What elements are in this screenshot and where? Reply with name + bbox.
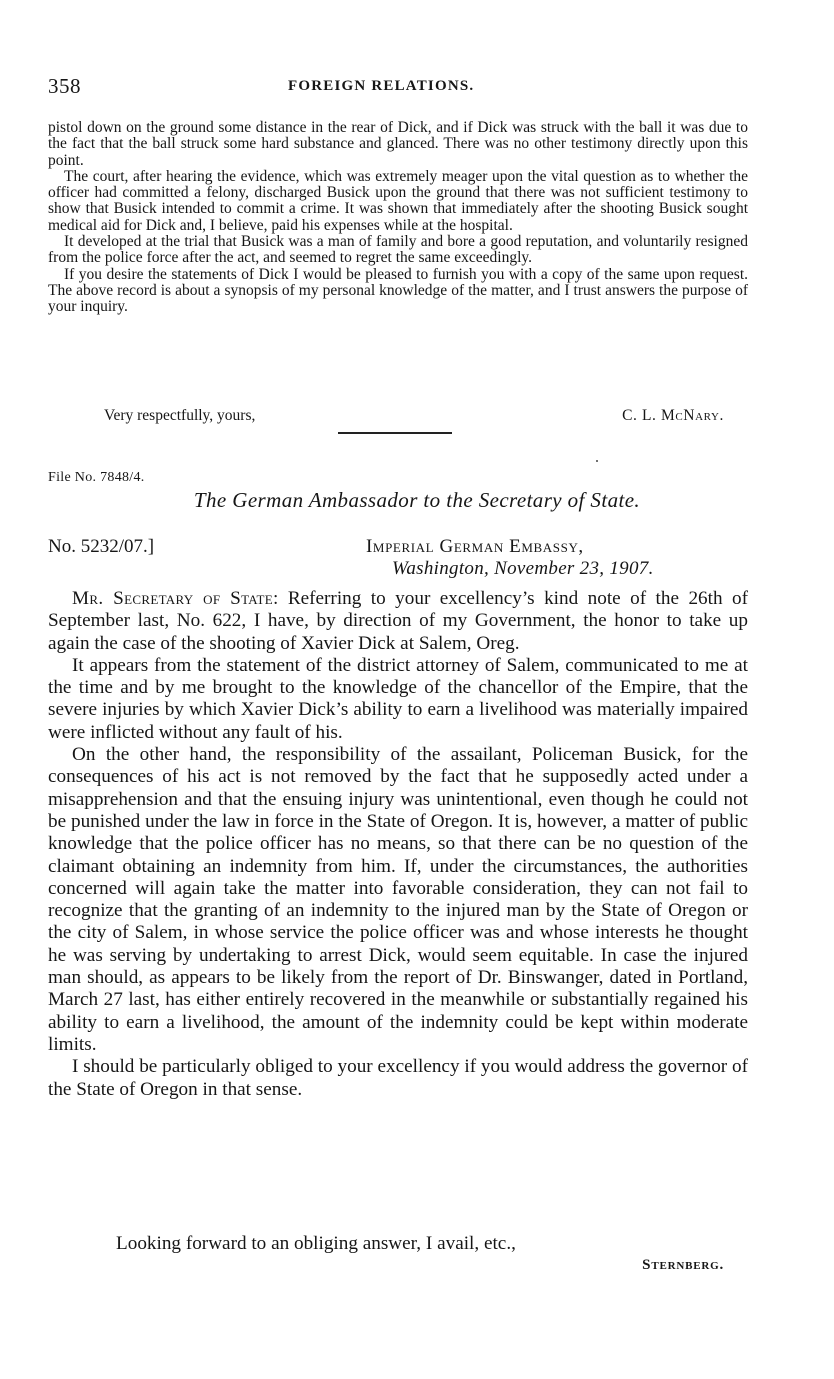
salutation: Mr. Secretary of State [72,588,274,609]
section-divider [338,432,452,434]
running-head: FOREIGN RELATIONS. [288,78,475,94]
body-paragraph: I should be particularly obliged to your excellency if you would address the governor of the State of Oregon in that sense. [48,1056,748,1100]
letter-body [48,588,748,1101]
opening-text: : Referring to your excellency’s kind note of the 26th of September last, No. 622, I have, by direction of my Government, the honor to take up again the case of the shooting of Xavier Dick at Salem, Oreg. [48,588,748,654]
body-paragraph: It appears from the statement of the district attorney of Salem, communicated to me at the time and by me brought to the knowledge of the chancellor of the Empire, that the severe injuries by which Xavier Dick’s ability to earn a livelihood was materially impaired were inflicted without any fault of his. [48,654,748,743]
signer-name: Sternberg. [642,1257,724,1273]
body-paragraph: On the other hand, the responsibility of the assailant, Policeman Busick, for the consequences of his act is not removed by the fact that he supposedly acted under a misapprehension and that the ensuing injury was unintentional, even though he could not be punished under the law in force in the State of Oregon. It is, however, a matter of public knowledge that the police officer has no means, so that there can be no question of the claimant obtaining an indemnity from him. If, under the circumstances, the authorities concerned will again take the matter into favorable consideration, they can not fail to recognize that the granting of an indemnity to the injured man by the State of Oregon or the city of Salem, in whose service the police officer was and whose interests he thought he was serving by undertaking to arrest Dick, would seem equitable. In case the injured man should, as appears to be likely from the report of Dr. Binswanger, dated in Portland, March 27 last, has either entirely recovered in the meanwhile or substantially regained his ability to earn a livelihood, the amount of the indemnity could be kept within moderate limits. [48,744,748,1055]
previous-letter-signature [48,405,748,425]
opening-paragraph [48,588,748,655]
body-paragraph: pistol down on the ground some distance in the rear of Dick, and if Dick was struck with the ball it was due to the fact that the ball struck some hard substance and glanced. There was no other testimony directly upon this point. [48,119,748,169]
embassy-name: Imperial German Embassy, [366,536,584,557]
signer-name: C. L. McNary. [622,407,724,424]
body-paragraph: The court, after hearing the evidence, which was extremely meager upon the vital question as to whether the officer had committed a felony, discharged Busick upon the ground that there was not sufficient testimony to show that Busick intended to commit a crime. It was shown that immediately after the shooting Busick sought medical aid for Dick and, I believe, paid his expenses while at the hospital. [48,167,748,234]
dispatch-number: No. 5232/07.] [48,536,155,557]
print-speck [596,460,598,462]
document-title: The German Ambassador to the Secretary of State. [193,488,641,512]
dateline [48,536,748,584]
letter-signature [48,1233,748,1279]
previous-letter-text [48,120,748,316]
closing-line: Looking forward to an obliging answer, I avail, etc., [116,1233,516,1254]
closing-line: Very respectfully, yours, [104,407,256,424]
body-paragraph: It developed at the trial that Busick was a man of family and bore a good reputation, and voluntarily resigned from the police force after the act, and seemed to regret the same exceedingly. [48,233,748,267]
page-number: 358 [48,74,81,98]
file-number: File No. 7848/4. [48,470,145,485]
page-header [48,74,748,98]
body-paragraph: If you desire the statements of Dick I would be pleased to furnish you with a copy of the same upon request. The above record is about a synopsis of my personal knowledge of the matter, and I trust answers the purpose of your inquiry. [48,265,748,316]
place-date: Washington, November 23, 1907. [392,558,654,579]
